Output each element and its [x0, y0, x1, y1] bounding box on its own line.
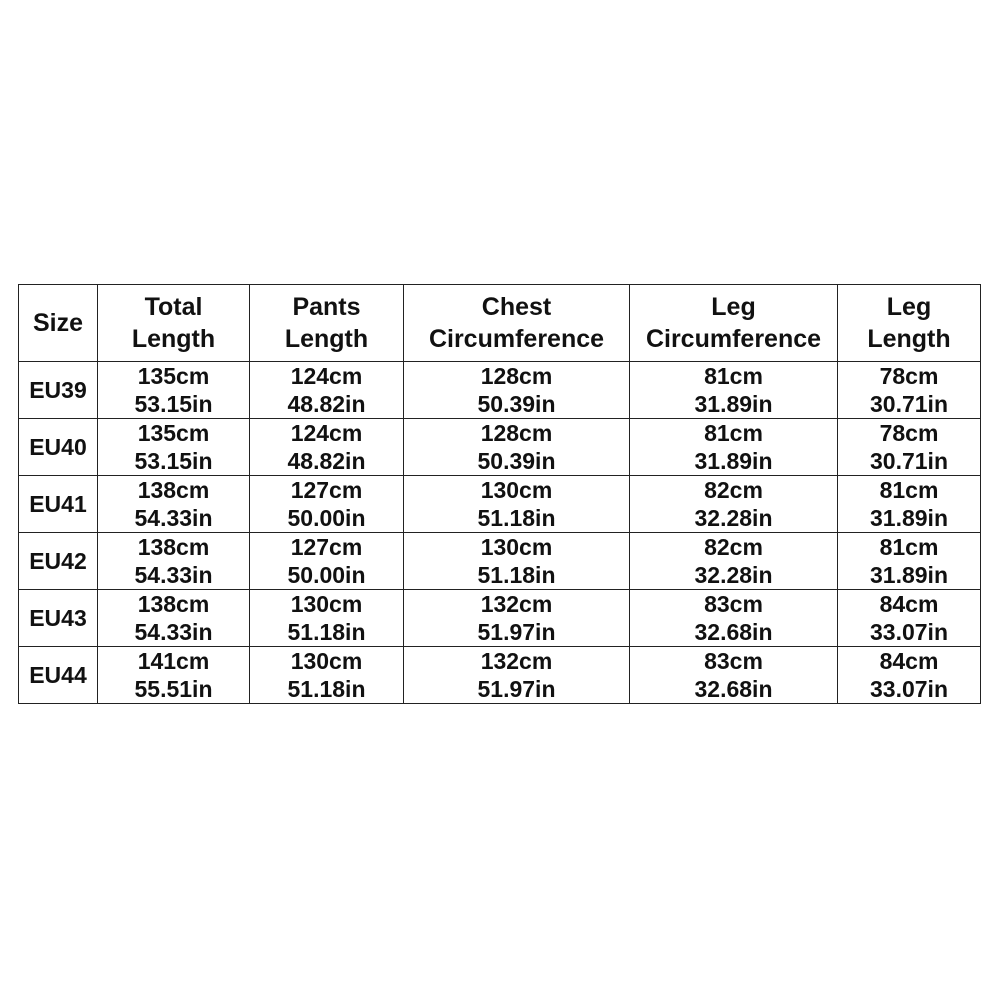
table-row-cm [19, 419, 981, 448]
inch-value-cell: 51.97in [404, 675, 630, 704]
cm-value-cell: 141cm [98, 647, 250, 676]
column-header-line: Leg [886, 293, 932, 321]
column-header-line: Total [144, 293, 203, 321]
header-size [19, 285, 98, 362]
inch-value-cell: 32.68in [630, 675, 838, 704]
column-header-line: Size [32, 309, 84, 337]
inch-value-cell: 50.00in [250, 504, 404, 533]
cm-value-cell: 124cm [250, 362, 404, 391]
table-row-in [19, 675, 981, 704]
cm-value-cell: 138cm [98, 533, 250, 562]
cm-value-cell: 82cm [630, 533, 838, 562]
cm-value-cell: 84cm [838, 590, 981, 619]
size-label: EU41 [19, 476, 98, 533]
cm-value-cell: 84cm [838, 647, 981, 676]
inch-value-cell: 51.18in [250, 618, 404, 647]
column-header-line: Pants [292, 293, 361, 321]
inch-value-cell: 48.82in [250, 447, 404, 476]
cm-value-cell: 83cm [630, 647, 838, 676]
inch-value-cell: 51.97in [404, 618, 630, 647]
table-row-in [19, 390, 981, 419]
cm-value-cell: 135cm [98, 362, 250, 391]
table-row-cm [19, 362, 981, 391]
table-row-in [19, 561, 981, 590]
inch-value-cell: 31.89in [630, 390, 838, 419]
cm-value-cell: 135cm [98, 419, 250, 448]
cm-value-cell: 83cm [630, 590, 838, 619]
inch-value-cell: 54.33in [98, 561, 250, 590]
column-header-line: Circumference [645, 325, 822, 353]
cm-value-cell: 130cm [250, 647, 404, 676]
column-header-line: Length [284, 325, 369, 353]
size-label: EU43 [19, 590, 98, 647]
inch-value-cell: 31.89in [838, 561, 981, 590]
inch-value-cell: 50.39in [404, 447, 630, 476]
header-chest-circumference [404, 285, 630, 362]
header-leg-length [838, 285, 981, 362]
cm-value-cell: 128cm [404, 362, 630, 391]
cm-value-cell: 81cm [630, 419, 838, 448]
inch-value-cell: 30.71in [838, 390, 981, 419]
cm-value-cell: 78cm [838, 362, 981, 391]
inch-value-cell: 50.00in [250, 561, 404, 590]
cm-value-cell: 78cm [838, 419, 981, 448]
inch-value-cell: 55.51in [98, 675, 250, 704]
inch-value-cell: 50.39in [404, 390, 630, 419]
inch-value-cell: 54.33in [98, 504, 250, 533]
header-row [19, 285, 981, 362]
size-label: EU44 [19, 647, 98, 704]
size-label: EU39 [19, 362, 98, 419]
inch-value-cell: 30.71in [838, 447, 981, 476]
column-header-line: Circumference [428, 325, 605, 353]
cm-value-cell: 127cm [250, 533, 404, 562]
table-body [19, 362, 981, 704]
header-leg-circumference [630, 285, 838, 362]
table-row-in [19, 618, 981, 647]
table-row-cm [19, 590, 981, 619]
inch-value-cell: 32.28in [630, 504, 838, 533]
inch-value-cell: 53.15in [98, 447, 250, 476]
inch-value-cell: 48.82in [250, 390, 404, 419]
cm-value-cell: 130cm [250, 590, 404, 619]
inch-value-cell: 54.33in [98, 618, 250, 647]
cm-value-cell: 138cm [98, 476, 250, 505]
cm-value-cell: 128cm [404, 419, 630, 448]
cm-value-cell: 132cm [404, 647, 630, 676]
inch-value-cell: 51.18in [250, 675, 404, 704]
table-row-in [19, 504, 981, 533]
inch-value-cell: 31.89in [838, 504, 981, 533]
inch-value-cell: 31.89in [630, 447, 838, 476]
cm-value-cell: 82cm [630, 476, 838, 505]
cm-value-cell: 132cm [404, 590, 630, 619]
inch-value-cell: 51.18in [404, 504, 630, 533]
cm-value-cell: 81cm [838, 533, 981, 562]
table-row-in [19, 447, 981, 476]
inch-value-cell: 32.68in [630, 618, 838, 647]
cm-value-cell: 130cm [404, 533, 630, 562]
table-row-cm [19, 533, 981, 562]
inch-value-cell: 51.18in [404, 561, 630, 590]
cm-value-cell: 81cm [838, 476, 981, 505]
cm-value-cell: 138cm [98, 590, 250, 619]
column-header-line: Length [867, 325, 951, 353]
column-header-line: Leg [711, 293, 756, 321]
table-row-cm [19, 647, 981, 676]
inch-value-cell: 33.07in [838, 618, 981, 647]
cm-value-cell: 124cm [250, 419, 404, 448]
header-total-length [98, 285, 250, 362]
table-row-cm [19, 476, 981, 505]
cm-value-cell: 127cm [250, 476, 404, 505]
inch-value-cell: 53.15in [98, 390, 250, 419]
cm-value-cell: 130cm [404, 476, 630, 505]
size-label: EU40 [19, 419, 98, 476]
header-pants-length [250, 285, 404, 362]
inch-value-cell: 32.28in [630, 561, 838, 590]
size-label: EU42 [19, 533, 98, 590]
size-chart-table [18, 284, 981, 704]
column-header-line: Length [131, 325, 216, 353]
inch-value-cell: 33.07in [838, 675, 981, 704]
cm-value-cell: 81cm [630, 362, 838, 391]
column-header-line: Chest [481, 293, 552, 321]
